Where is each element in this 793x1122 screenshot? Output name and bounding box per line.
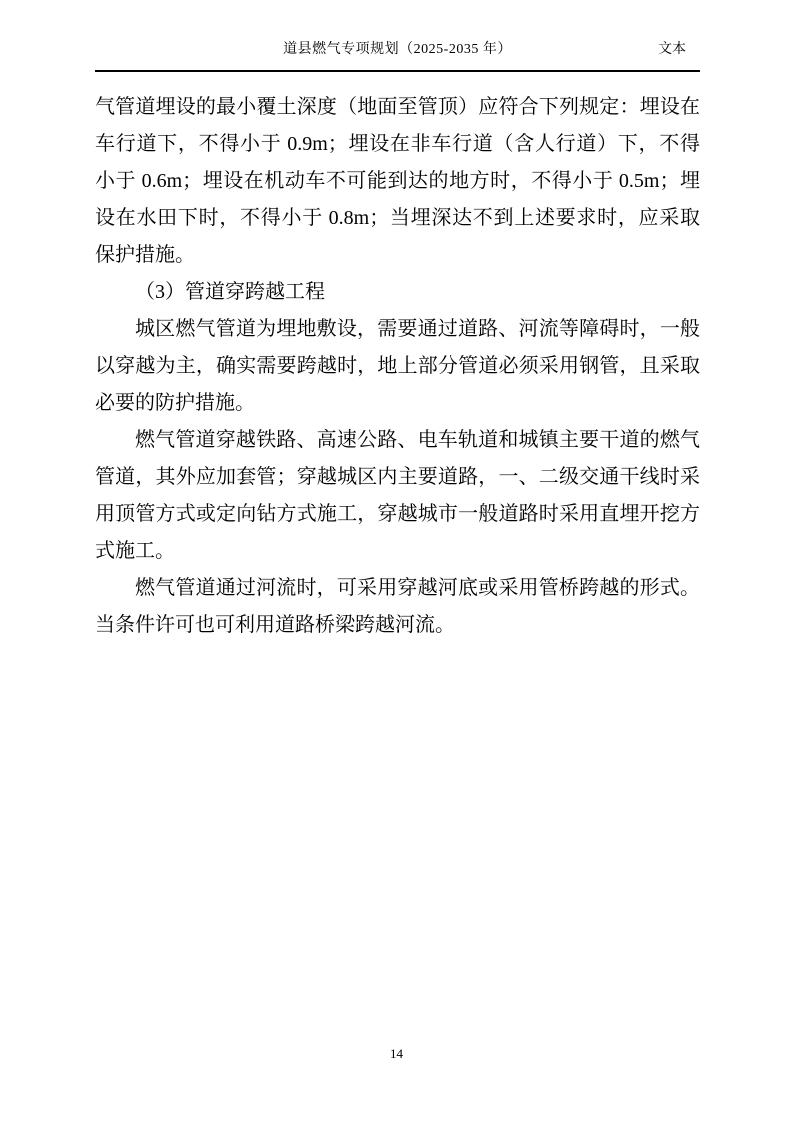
paragraph-continuation: 气管道埋设的最小覆土深度（地面至管顶）应符合下列规定：埋设在车行道下，不得小于 0.9m；埋设在非车行道（含人行道）下，不得小于 0.6m；埋设在机动车不可能到达的地方时，不得小于 0.5m；埋设在水田下时，不得小于 0.8m；当埋深达不到上述要求时，应采取保护措施。: [95, 96, 700, 266]
page-footer: [0, 1046, 793, 1062]
paragraph: 燃气管道穿越铁路、高速公路、电车轨道和城镇主要干道的燃气管道，其外应加套管；穿越城区内主要道路，一、二级交通干线时采用顶管方式或定向钻方式施工，穿越城市一般道路时采用直埋开挖方式施工。: [95, 429, 700, 562]
page-header: [95, 40, 700, 72]
paragraph: 燃气管道通过河流时，可采用穿越河底或采用管桥跨越的形式。当条件许可也可利用道路桥梁跨越河流。: [95, 577, 700, 636]
header-title: 道县燃气专项规划（2025-2035 年）: [283, 42, 512, 57]
header-right-label: 文本: [658, 42, 686, 57]
page-number: 14: [390, 1046, 403, 1061]
paragraph: 城区燃气管道为埋地敷设，需要通过道路、河流等障碍时，一般以穿越为主，确实需要跨越时，地上部分管道必须采用钢管，且采取必要的防护措施。: [95, 318, 700, 414]
section-heading: （3）管道穿跨越工程: [135, 281, 325, 303]
document-body: [95, 89, 700, 644]
